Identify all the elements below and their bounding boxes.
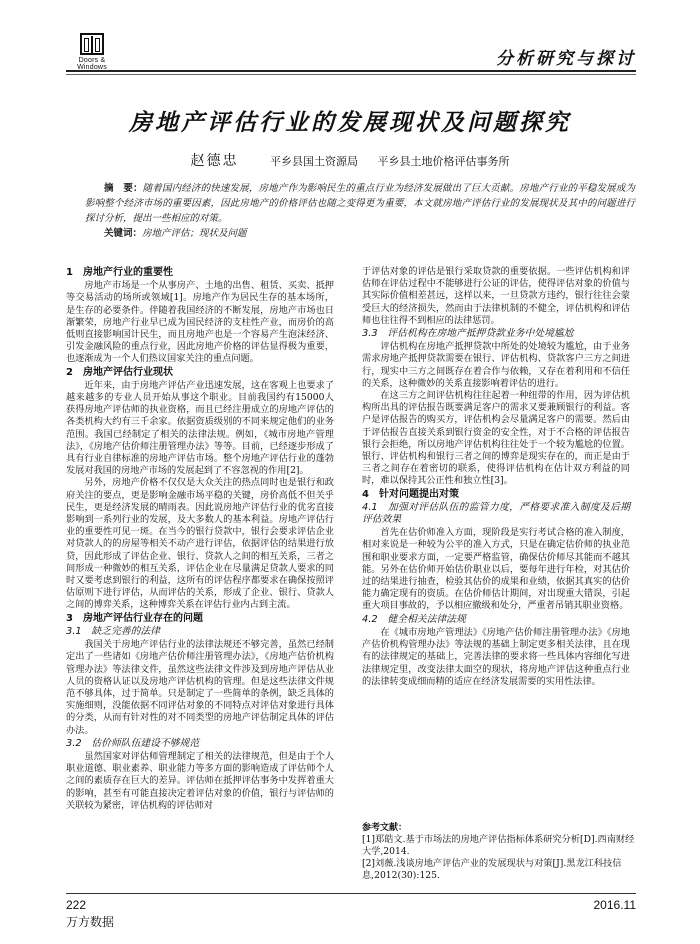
section-tag: 分析研究与探讨 (496, 49, 636, 69)
body-paragraph: 评估机构在房地产抵押贷款中所处的处境较为尴尬，由于业务需求房地产抵押贷款需要在银行、评估机构、贷款客户三方之间进行，现实中三方之间既存在着合作与依赖，又存在着利用和不信任的关系，这种微妙的关系直接影响着评估的进行。 (362, 341, 630, 389)
subsection-heading: 3.2 估价师队伍建设不够规范 (66, 737, 200, 749)
subsection-heading: 3.1 缺乏完善的法律 (66, 625, 160, 637)
abstract-label: 摘 要： (104, 183, 143, 194)
body-paragraph: 近年来，由于房地产评估产业迅速发展，这在客观上也要求了越来越多的专业人员开始从事这个职业。目前我国约有15000人获得房地产评估师的执业资格，而且已经注册成立的房地产评估的各类机构大约有三千余家。依据资质级别的不同来规定他们的业务范围。我国已经制定了相关的法律法规。例如，《城市房地产管理法》，《房地产估价师注册管理办法》等等。目前，已经逐步形成了具有行业自律标准的房地产评估市场。整个房地产评估行业的蓬勃发展对我国的房地产市场的发展起到了不容忽视的作用[2]。 (66, 379, 334, 477)
left-column (66, 266, 334, 812)
section-heading: 2 房地产评估行业现状 (66, 366, 173, 378)
abstract (85, 181, 635, 241)
body-paragraph: 我国关于房地产评估行业的法律法规还不够完善，虽然已经制定出了一些诸如《房地产估价师注册管理办法》，《房地产估价机构管理办法》等法律文件，虽然这些法律文件涉及到房地产评估从业人员的资格认证以及房地产评估机构的管理。但是这些法律文件规范不够具体，过于简单。只是制定了一些简单的条例，缺乏具体的实施细则，没能依据不同评估对象的不同特点对评估对象进行具体的分类，从而有针对性的对不同类型的房地产评估制定具体的评估办法。 (66, 639, 334, 736)
article-title: 房地产评估行业的发展现状及问题探究 (129, 110, 571, 136)
author: 赵德忠 (190, 153, 239, 169)
keywords-line (85, 226, 635, 241)
body-paragraph: 首先在估价师准入方面，现阶段是实行考试合格的准入制度，相对来说是一种较为公平的准入方式，只是在确定估价师的执业范围和职业要求方面，一定要严格监管，确保估价师尽其能而不越其能。另外在估价师开始估价职业以后，要每年进行年检，对其估价过的结果进行抽查，检验其估价的成果和业绩，依据其真实的估价能力确定现有的资质。在估价师估计期间，对出现重大错误，引起重大项目事故的，予以相应撤级和处分，严重者吊销其职业资格。 (362, 527, 630, 612)
section-heading: 4 针对问题提出对策 (362, 488, 459, 500)
affiliation-1: 平乡县国土资源局 (270, 155, 358, 168)
page-number: 222 (66, 898, 87, 912)
header-rule-thin (66, 74, 636, 75)
section-heading: 3 房地产评估行业存在的问题 (66, 612, 203, 624)
body-paragraph: 房地产市场是一个从事房产、土地的出售、租赁、买卖、抵押等交易活动的场所或领域[1]。房地产作为居民生存的基本场所，是生存的必要条件。伴随着我国经济的不断发展，房地产市场也日渐繁荣，房地产行业早已成为国民经济的支柱性产业，而房价的高低则直接影响国计民生，而且房地产也是一个容易产生泡沫经济、引发金融风险的重点行业，因此房地产价格的评估显得极为重要，也逐渐成为一个人们热议国家关注的重点问题。 (66, 280, 334, 365)
reference-item: [1]郑皓文.基于市场法的房地产评估指标体系研究分析[D].西南财经大学,2014. (362, 834, 635, 857)
affiliation-2: 平乡县土地价格评估事务所 (377, 155, 510, 168)
body-paragraph: 在这三方之间评估机构往往起着一种纽带的作用，因为评估机构所出具的评估报告既要满足客户的需求又要兼顾银行的利益。客户是评估报告的购买方，评估机构会尽量满足客户的需要。然后由于评估报告直接关系到银行资金的安全性，对于不合格的评估报告银行会拒绝，所以房地产评估机构往往处于一个较为尴尬的位置。银行、评估机构和银行三者之间的博弈是现实存在的，而正是由于三者之间存在着密切的联系，使得评估机构在估计双方利益的同时，难以保持其公正性和独立性[3]。 (362, 390, 630, 487)
keywords-label: 关键词： (104, 228, 143, 239)
references-title: 参考文献： (362, 823, 408, 833)
body-paragraph: 在《城市房地产管理法》《房地产估价师注册管理办法》《房地产估价机构管理办法》等法规的基础上制定更多相关法律，且在现有的法律规定的基础上，完善法律的要求将一些具体内容细化写进法律规定里，改变法律太面空的现状，将房地产评估这种重点行业的法律转变成细而精的适应在经济发展需要的实用性法律。 (362, 626, 630, 687)
byline (0, 150, 700, 170)
body-paragraph: 虽然国家对评估师管理制定了相关的法律规范，但是由于个人职业道德、职业素养、职业能力等多方面的影响造成了评估师个人之间的素质存在巨大的差异。评估师在抵押评估事务中发挥着重大的影响，甚至有可能直接决定着评估对象的价值，银行与评估师的关联较为紧密，评估机构的评估师对 (66, 750, 334, 811)
issue-date: 2016.11 (593, 898, 636, 912)
keywords-text: 房地产评估；现状及问题 (142, 228, 247, 239)
subsection-heading: 4.1 加强对评估队伍的监管力度，严格要求准入制度及后期评估效果 (362, 501, 630, 526)
section-heading: 1 房地产行业的重要性 (66, 267, 173, 278)
abstract-paragraph (85, 181, 635, 226)
subsection-heading: 3.3 评估机构在房地产抵押贷款业务中处境尴尬 (362, 328, 574, 340)
body-paragraph: 另外，房地产价格不仅仅是大众关注的热点同时也是银行和政府关注的要点，更是影响金融市场平稳的关键，房价高低不但关乎民生，更是经济发展的晴雨表。因此说房地产评估行业的优劣直接影响到一系列行业的发展，及大多数人的基本利益。房地产评估行业的重要性可见一斑。在当今的银行贷款中，银行会要求评估企业对贷款人的的房屋等相关不动产进行评估，依据评估的结果进行放贷，因此形成了评估企业、银行、贷款人之间的相互关系，三者之间形成一种微妙的相互关系，评估企业在尽量满足贷款人要求的同时又要考虑到银行的利益，这所有的评估程序都要求在确保按照评估原则下进行评估，从而评估的关系，形成了企业、银行、贷款人之间的博弈关系，这种博弈关系在评估行业内占到主流。 (66, 477, 334, 611)
logo-text: Doors & Windows (77, 57, 107, 71)
header-rule (66, 70, 636, 72)
subsection-heading: 4.2 健全相关法律法规 (362, 613, 466, 625)
abstract-text: 随着国内经济的快速发展，房地产作为影响民生的重点行业为经济发展做出了巨大贡献。房地产行业的平稳发展成为影响整个经济市场的重要因素，因此房地产的价格评估也随之变得更为重要，本文就房地产评估行业的发展现状及其中的问题进行探讨分析，提出一些相应的对策。 (85, 183, 635, 224)
source-watermark: 万方数据 (66, 915, 115, 929)
right-column (362, 266, 630, 688)
body-paragraph: 于评估对象的评估是银行采取贷款的重要依据。一些评估机构和评估师在评估过程中不能够进行公证的评估，使得评估对象的价值与其实际价值相差甚远，这样以来，一旦贷款方违约，银行往往会蒙受巨大的经济损失，然而由于法律机制的不健全，评估机构和评估师也往往得不到相应的法律惩罚。 (362, 266, 630, 326)
doors-windows-logo (66, 33, 118, 71)
reference-item: [2]刘薇.浅谈房地产评估产业的发展现状与对策[J].黑龙江科技信息,2012(30):125. (362, 858, 622, 881)
door-window-icon (80, 33, 104, 55)
references (362, 822, 636, 882)
footer-rule (66, 893, 636, 894)
